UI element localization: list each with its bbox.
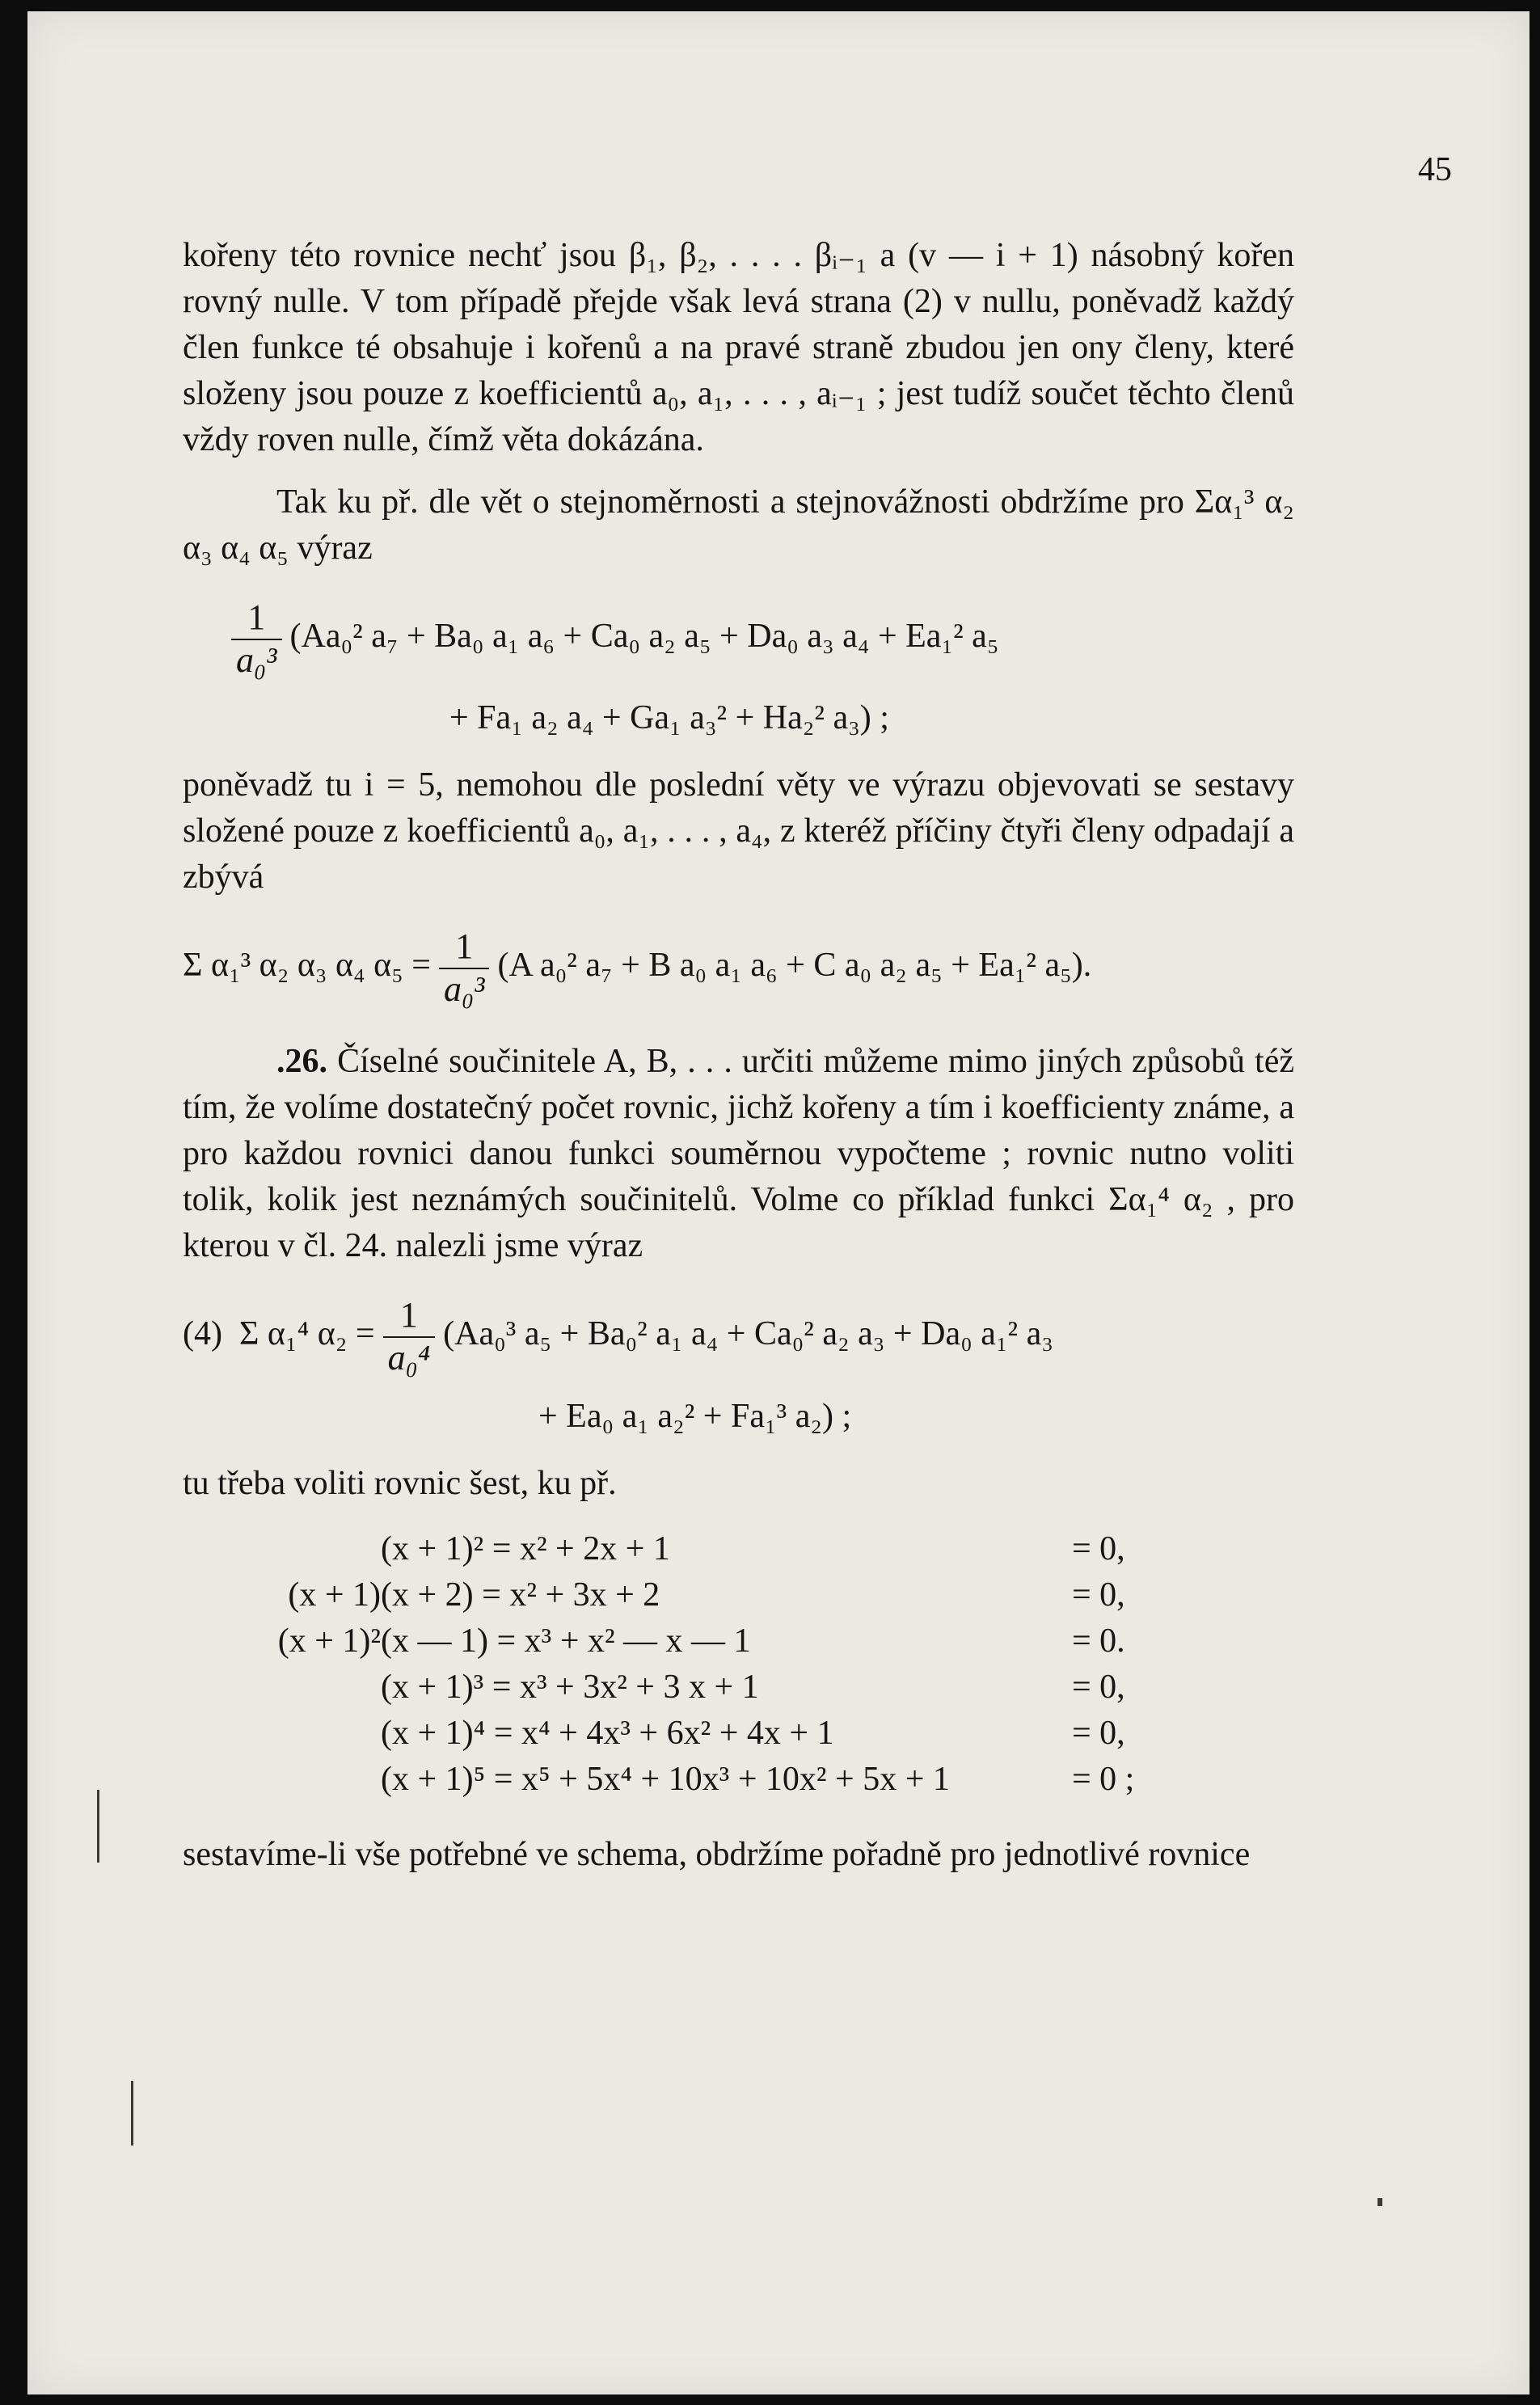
system-left xyxy=(215,1757,381,1803)
system-right: (x + 1)⁴ = x⁴ + 4x³ + 6x² + 4x + 1 xyxy=(381,1714,834,1752)
system-right: (x + 1)³ = x³ + 3x² + 3 x + 1 xyxy=(381,1668,759,1706)
speck xyxy=(1378,2198,1382,2206)
system-row xyxy=(215,1665,1201,1711)
system-value: = 0, xyxy=(1072,1714,1125,1752)
equation-3 xyxy=(183,1295,1294,1439)
paragraph-6: sestavíme-li vše potřebné ve schema, obdržíme pořadně pro jednotlivé rovnice xyxy=(183,1835,1251,1873)
equation-2-lhs: Σ α₁³ α₂ α₃ α₄ α₅ = xyxy=(183,947,431,985)
system-left xyxy=(215,1711,381,1757)
system-left: (x + 1) xyxy=(288,1576,381,1614)
equation-3-lhs: Σ α₁⁴ α₂ = xyxy=(238,1315,375,1353)
paragraph-4-text: Číselné součinitele A, B, . . . určiti můžeme mimo jiných způsobů též tím, že volíme dostatečný počet rovnic, jichž kořeny a tím i koefficienty známe, a pro každou rovnici danou funkci souměrnou vypočteme ; rovnic nutno voliti tolik, kolik jest neznámých součinitelů. Volme co příklad funkci Σα₁⁴ α₂ , pro kterou v čl. 24. nalezli jsme výraz xyxy=(183,1043,1295,1265)
system-left: (x + 1)² xyxy=(277,1622,381,1660)
equation-3-line-2: + Ea₀ a₁ a₂² + Fa₁³ a₂) ; xyxy=(538,1397,852,1435)
system-value: = 0. xyxy=(1072,1622,1125,1660)
equation-1 xyxy=(183,597,1294,741)
page-number: 45 xyxy=(1418,151,1452,188)
system-row xyxy=(215,1711,1201,1757)
book-page xyxy=(27,11,1529,2394)
paragraph-4 xyxy=(183,1039,1294,1269)
equation-2 xyxy=(183,926,1294,1010)
equation-label: (4) xyxy=(183,1315,222,1353)
system-value: = 0, xyxy=(1072,1529,1125,1567)
fraction: $\frac{1}{\text{a₀⁴}}$ xyxy=(383,1295,436,1378)
margin-mark-left-lower xyxy=(131,2081,133,2146)
system-right: (x + 2) = x² + 3x + 2 xyxy=(381,1576,660,1614)
system-left xyxy=(215,1665,381,1711)
paragraph-1: kořeny této rovnice nechť jsou β₁, β₂, . . . . βᵢ₋₁ a (v — i + 1) násobný kořen rovný nulle. V tom případě přejde však levá strana (2) v nullu, poněvadž každý člen funkce té obsahuje i kořenů a na pravé straně zbudou jen ony členy, které složeny jsou pouze z koefficientů a₀, a₁, . . . , aᵢ₋₁ ; jest tudíž součet těchto členů vždy roven nulle, čímž věta dokázána. xyxy=(183,237,1294,458)
system-value: = 0 ; xyxy=(1072,1760,1135,1798)
system-row xyxy=(215,1618,1201,1665)
equation-1-line-1: (Aa₀² a₇ + Ba₀ a₁ a₆ + Ca₀ a₂ a₅ + Da₀ a₃ a₄ + Ea₁² a₅ xyxy=(289,618,999,656)
system-right: (x — 1) = x³ + x² — x — 1 xyxy=(381,1622,751,1660)
paragraph-3: poněvadž tu i = 5, nemohou dle poslední věty ve výrazu objevovati se sestavy složené pouze z koefficientů a₀, a₁, . . . , a₄, z kteréž příčiny čtyři členy odpadají a zbývá xyxy=(183,766,1294,897)
system-right: (x + 1)² = x² + 2x + 1 xyxy=(381,1529,670,1567)
fraction: $\frac{1}{\text{a₀³}}$ xyxy=(231,597,282,681)
equation-3-line-1: (Aa₀³ a₅ + Ba₀² a₁ a₄ + Ca₀² a₂ a₃ + Da₀ a₁² a₃ xyxy=(443,1315,1053,1353)
section-number: .26. xyxy=(276,1043,327,1081)
paragraph-5: tu třeba voliti rovnic šest, ku př. xyxy=(183,1464,617,1502)
system-value: = 0, xyxy=(1072,1668,1125,1706)
system-row xyxy=(215,1757,1201,1803)
system-row xyxy=(215,1526,1201,1572)
fraction: $\frac{1}{\text{a₀³}}$ xyxy=(439,926,490,1010)
margin-mark-left xyxy=(97,1790,99,1863)
paragraph-2: Tak ku př. dle vět o stejnoměrnosti a stejnovážnosti obdržíme pro Σα₁³ α₂ α₃ α₄ α₅ výraz xyxy=(183,483,1294,567)
system-left xyxy=(215,1526,381,1572)
system-row xyxy=(215,1572,1201,1618)
equation-1-line-2: + Fa₁ a₂ a₄ + Ga₁ a₃² + Ha₂² a₃) ; xyxy=(449,699,889,737)
system-value: = 0, xyxy=(1072,1576,1125,1614)
equation-system xyxy=(215,1526,1201,1803)
page-text xyxy=(183,133,1452,1878)
equation-2-rhs: (A a₀² a₇ + B a₀ a₁ a₆ + C a₀ a₂ a₅ + Ea₁² a₅). xyxy=(497,947,1092,985)
system-right: (x + 1)⁵ = x⁵ + 5x⁴ + 10x³ + 10x² + 5x + 1 xyxy=(381,1760,950,1798)
